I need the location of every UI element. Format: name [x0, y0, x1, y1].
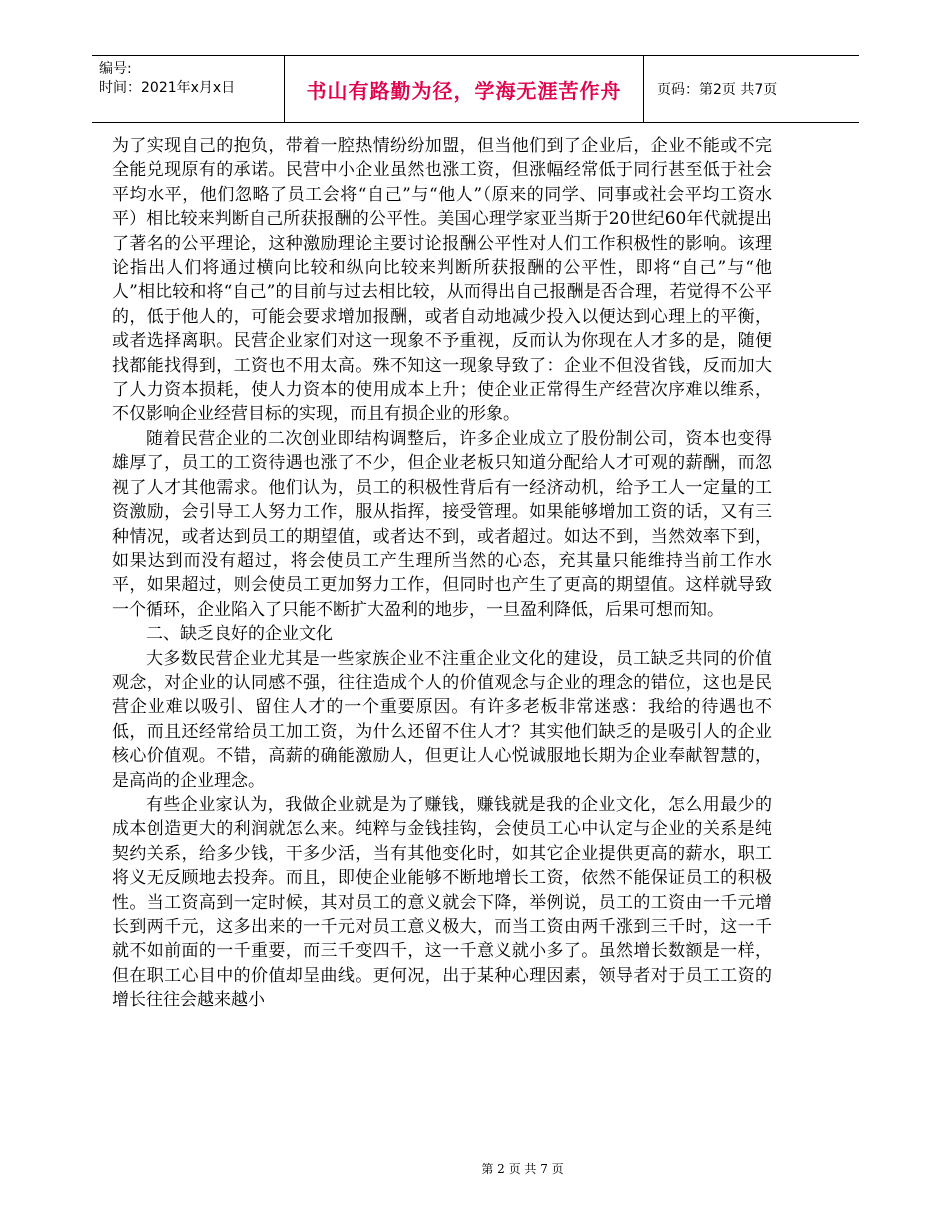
header-motto-cell — [284, 56, 644, 122]
paragraph: 为了实现自己的抱负，带着一腔热情纷纷加盟，但当他们到了企业后，企业不能或不完全能兑现原有的承诺。民营中小企业虽然也涨工资，但涨幅经常低于同行甚至低于社会平均水平，他们忽略了员工会将“自己”与“他人”（原来的同学、同事或社会平均工资水平）相比较来判断自己所获报酬的公平性。美国心理学家亚当斯于20世纪60年代就提出了著名的公平理论，这种激励理论主要讨论报酬公平性对人们工作积极性的影响。该理论指出人们将通过横向比较和纵向比较来判断所获报酬的公平性，即将“自己”与“他人”相比较和将“自己”的目前与过去相比较，从而得出自己报酬是否合理，若觉得不公平的，低于他人的，可能会要求增加报酬，或者自动地减少投入以便达到心理上的平衡，或者选择离职。民营企业家们对这一现象不予重视，反而认为你现在人才多的是，随便找都能找得到，工资也不用太高。殊不知这一现象导致了：企业不但没省钱，反而加大了人力资本损耗，使人力资本的使用成本上升；使企业正常得生产经营次序难以维系，不仅影响企业经营目标的实现，而且有损企业的形象。 — [112, 136, 772, 425]
paragraph: 有些企业家认为，我做企业就是为了赚钱，赚钱就是我的企业文化，怎么用最少的成本创造更大的利润就怎么来。纯粹与金钱挂钩，会使员工心中认定与企业的关系是纯契约关系，给多少钱，干多少活，当有其他变化时，如其它企业提供更高的薪水，职工将义无反顾地去投奔。而且，即使企业能够不断地增长工资，依然不能保证员工的积极性。当工资高到一定时候，其对员工的意义就会下降，举例说，员工的工资由一千元增长到两千元，这多出来的一千元对员工意义极大，而当工资由两千涨到三千时，这一千就不如前面的一千重要，而三千变四千，这一千意义就小多了。虽然增长数额是一样，但在职工心目中的价值却呈曲线。更何况，出于某种心理因素，领导者对于员工工资的增长往往会越来越小 — [112, 794, 772, 1011]
header-meta — [92, 56, 284, 122]
body-text — [112, 134, 772, 1013]
time-label: 时间：2021年x月x日 — [99, 80, 236, 96]
section-heading: 二、缺乏良好的企业文化 — [146, 624, 333, 645]
page-code: 页码：第2页 共7页 — [657, 82, 778, 98]
paragraph: 大多数民营企业尤其是一些家族企业不注重企业文化的建设，员工缺乏共同的价值观念，对企业的认同感不强，往往造成个人的价值观念与企业的理念的错位，这也是民营企业难以吸引、留住人才的一个重要原因。有许多老板非常迷惑：我给的待遇也不低，而且还经常给员工加工资，为什么还留不住人才？其实他们缺乏的是吸引人的企业核心价值观。不错，高薪的确能激励人，但更让人心悦诚服地长期为企业奉献智慧的，是高尚的企业理念。 — [112, 648, 772, 791]
motto: 书山有路勤为径，学海无涯苦作舟 — [306, 78, 622, 103]
page-footer — [0, 1160, 950, 1177]
header-page-cell — [643, 56, 859, 122]
paragraph: 随着民营企业的二次创业即结构调整后，许多企业成立了股份制公司，资本也变得雄厚了，员工的工资待遇也涨了不少，但企业老板只知道分配给人才可观的薪酬，而忽视了人才其他需求。他们认为，员工的积极性背后有一经济动机，给予工人一定量的工资激励，会引导工人努力工作，服从指挥，接受管理。如果能够增加工资的话，又有三种情况，或者达到员工的期望值，或者达不到，或者超过。如达不到，当然效率下到，如果达到而没有超过，将会使员工产生理所当然的心态，充其量只能维持当前工作水平，如果超过，则会使员工更加努力工作，但同时也产生了更高的期望值。这样就导致一个循环，企业陷入了只能不断扩大盈利的地步，一旦盈利降低，后果可想而知。 — [112, 428, 772, 620]
footer-page-number: 第 2 页 共 7 页 — [481, 1162, 564, 1176]
page-header — [92, 55, 859, 123]
number-label: 编号: — [99, 61, 132, 77]
